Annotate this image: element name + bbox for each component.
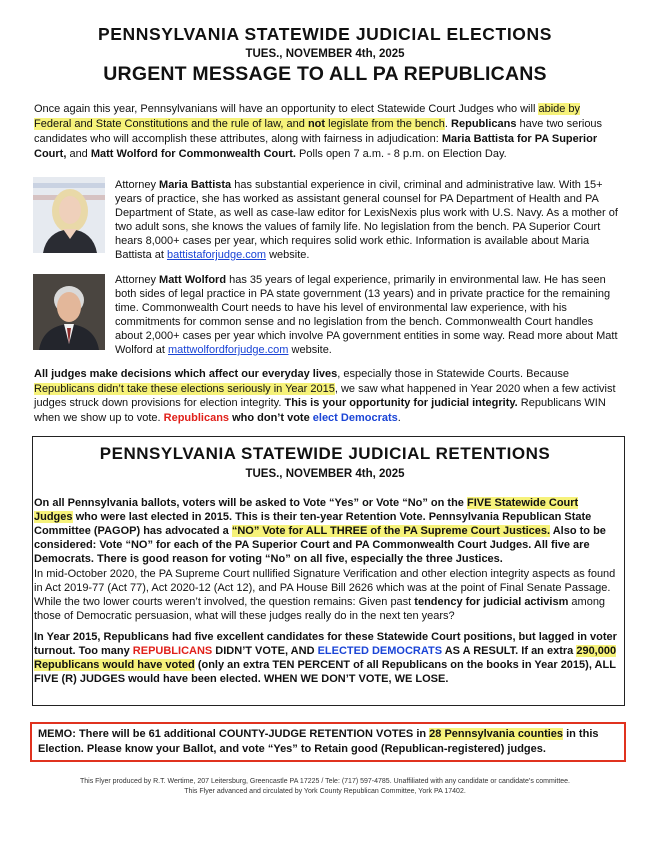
portrait-man-icon <box>33 274 105 350</box>
retentions-title: PENNSYLVANIA STATEWIDE JUDICIAL RETENTIONS <box>99 444 551 463</box>
battista-website-link[interactable]: battistaforjudge.com <box>166 249 267 261</box>
matt-wolford-photo <box>33 274 105 350</box>
judges-warning-paragraph: All judges make decisions which affect our everyday lives, especially those in Statewide Courts. Because Republicans didn’t take these elections seriously in Year 2015, we saw what happened in Year 2020 when a few activist judges struck down provisions for election integrity. This is your opportunity for judicial integrity. Republicans WIN when we show up to vote. Republicans who don’t vote elect Democrats. <box>34 368 616 424</box>
matt-wolford-bio: Attorney Matt Wolford has 35 years of legal experience, primarily in environmental law. He has seen both sides of legal practice in PA state government (13 years) and in private practice for the remaining time. Commonwealth Court needs to have his level of environmental law experience, with his commitments for common sense and no legislation from the bench. Commonwealth Court handles about 2,000+ cases per year which involve PA government entities in some way. Read more about Matt Wolford at mattwolfordforjudge.com website. <box>115 274 618 356</box>
retentions-date: TUES., NOVEMBER 4th, 2025 <box>245 468 405 480</box>
maria-battista-bio: Attorney Maria Battista has substantial experience in civil, criminal and administrative law. With 15+ years of practice, she has worked as assistant general counsel for PA Department of Health and PA Department of State, as well as case-law editor for LexisNexis plus work with U.S. Navy. As a mother of two adult sons, she knows the values of family life. No legislation from the bench. PA Superior Court hears 8,000+ cases per year, which requires solid work ethic. Information is available about Maria Battista at battistaforjudge.com website. <box>115 179 618 261</box>
retentions-paragraph-3: In Year 2015, Republicans had five excellent candidates for these Statewide Court positions, but lagged in voter turnout. Too many REPUBLICANS DIDN’T VOTE, AND ELECTED DEMOCRATS AS A RESULT. If an extra 290,000 Republicans would have voted (only an extra TEN PERCENT of all Republicans on the books in Year 2015), ALL FIVE (R) JUDGES would have been elected. WHEN WE DON’T VOTE, WE LOSE. <box>34 631 617 685</box>
highlight-constitution: abide by Federal and State Constitutions and the rule of law, and not legislate from the bench <box>34 103 581 130</box>
urgent-heading: URGENT MESSAGE TO ALL PA REPUBLICANS <box>103 63 547 85</box>
portrait-woman-icon <box>33 177 105 253</box>
maria-battista-photo <box>33 177 105 253</box>
page-title: PENNSYLVANIA STATEWIDE JUDICIAL ELECTIONS <box>97 24 553 44</box>
election-date: TUES., NOVEMBER 4th, 2025 <box>245 48 405 60</box>
retentions-paragraph-1: On all Pennsylvania ballots, voters will be asked to Vote “Yes” or Vote “No” on the FIVE Statewide Court Judges who were last elected in 2015. This is their ten-year Retention Vote. Pennsylvania Republican State Committee (PAGOP) has advocated a “NO” Vote for ALL THREE of the PA Supreme Court Justices. Also to be considered: Vote “NO” for each of the PA Superior Court and PA Commonwealth Court Judges. All five are Democrats. There is good reason for voting “No” on all five, especially the three Justices. <box>34 497 606 565</box>
retentions-paragraph-2: In mid-October 2020, the PA Supreme Court nullified Signature Verification and other election integrity aspects as found in Act 2019-77 (Act 77), Act 2020-12 (Act 12), and PA House Bill 2626 which was at the point of Final Senate Passage. While the two lower courts weren’t involved, the question remains: Given past tendency for judicial activism among those of Democratic persuasion, what will these judges really do in the next ten years? <box>34 568 616 622</box>
wolford-website-link[interactable]: mattwolfordforjudge.com <box>168 344 289 356</box>
memo-text: MEMO: There will be 61 additional COUNTY-JUDGE RETENTION VOTES in 28 Pennsylvania counties in this Election. Please know your Ballot, and vote “Yes” to Retain good (Republican-registered) judges. <box>38 728 599 755</box>
intro-paragraph: Once again this year, Pennsylvanians will have an opportunity to elect Statewide Court Judges who will abide by Federal and State Constitutions and the rule of law, and not legislate from the bench. Republicans have two serious candidates who will accomplish these attributes, along with fairness in adjudication: Maria Battista for PA Superior Court, and Matt Wolford for Commonwealth Court. Polls open 7 a.m. - 8 p.m. on Election Day. <box>34 103 603 160</box>
footer-producer-line: This Flyer produced by R.T. Wertime, 207 Leitersburg, Greencastle PA 17225 / Tele: (717) 597-4785. Unaffiliated with any candidate or candidate’s committee. <box>79 778 570 785</box>
footer-circulation-line: This Flyer advanced and circulated by York County Republican Committee, York PA 17402. <box>184 788 466 795</box>
